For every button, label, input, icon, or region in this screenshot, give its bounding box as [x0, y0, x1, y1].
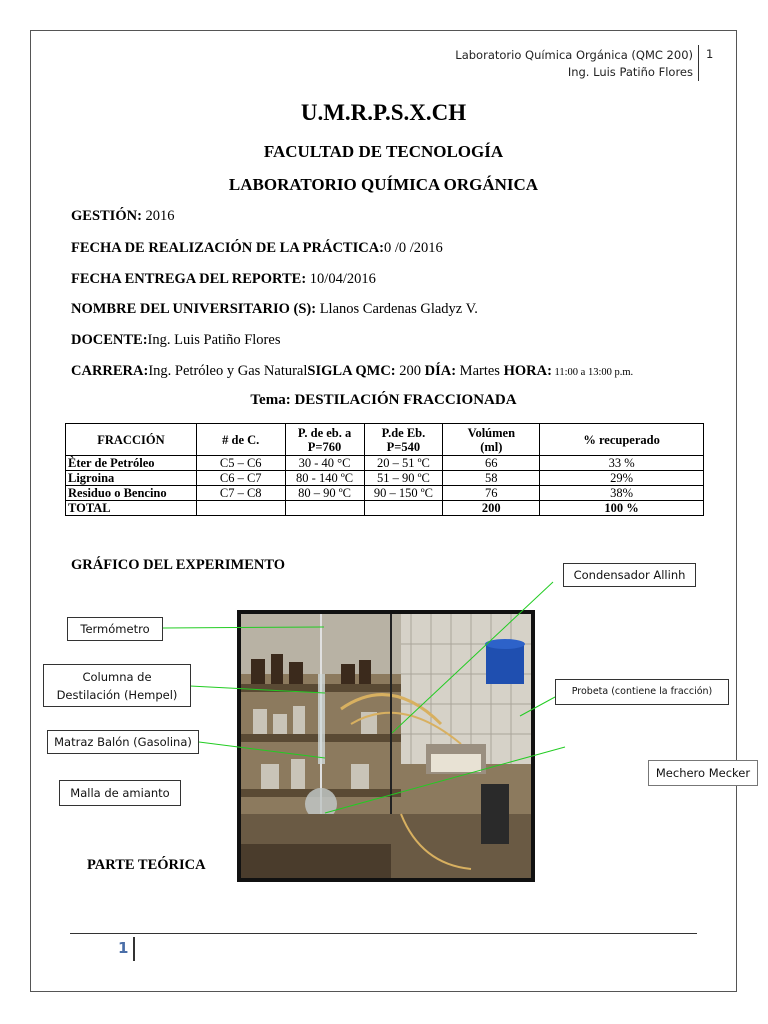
hora-value: 11:00 a 13:00 p.m.: [551, 367, 634, 378]
th-volumen-line2: (ml): [480, 439, 503, 454]
tema-title: Tema: DESTILACIÓN FRACCIONADA: [250, 392, 517, 408]
probeta-line: [520, 697, 555, 716]
carrera-value: Ing. Petróleo y Gas Natural: [148, 363, 308, 379]
callout-condensador: Condensador Allinh: [563, 563, 696, 587]
cell-peb540: 20 – 51 ºC: [364, 456, 443, 471]
callout-probeta: Probeta (contiene la fracción): [555, 679, 729, 705]
malla-line: [325, 747, 565, 813]
header-instructor: Ing. Luis Patiño Flores: [567, 65, 693, 79]
cell-total-volumen: 200: [443, 501, 540, 516]
cell-fraccion: Èter de Petróleo: [66, 456, 197, 471]
cell-peb760: 80 – 90 ºC: [285, 486, 364, 501]
docente-label: DOCENTE:: [71, 332, 148, 348]
footer-separator: [133, 937, 135, 961]
th-peb540-line1: P.de Eb.: [381, 425, 426, 440]
callout-columna-line2: Destilación (Hempel): [56, 687, 178, 702]
cell-volumen: 66: [443, 456, 540, 471]
footer-page-number: 1: [118, 939, 129, 957]
faculty-title: FACULTAD DE TECNOLOGÍA: [263, 142, 504, 161]
cell-peb540: 51 – 90 ºC: [364, 471, 443, 486]
th-peb760-line1: P. de eb. a: [297, 425, 352, 440]
cell-recuperado: 38%: [540, 486, 704, 501]
sigla-value: 200: [395, 363, 425, 379]
gestion-label: GESTIÓN:: [71, 208, 142, 224]
cell-peb760: 30 - 40 °C: [285, 456, 364, 471]
teorica-title: PARTE TEÓRICA: [87, 857, 206, 873]
fecha-entrega-value: 10/04/2016: [306, 271, 376, 287]
cell-carbonos: C6 – C7: [196, 471, 285, 486]
th-fraccion: FRACCIÓN: [66, 424, 197, 456]
cell-volumen: 58: [443, 471, 540, 486]
hora-label: HORA:: [503, 363, 552, 379]
cell-total-label: TOTAL: [66, 501, 197, 516]
th-peb540-line2: P=540: [386, 439, 421, 454]
termometro-line: [163, 627, 324, 628]
callout-malla: Malla de amianto: [59, 780, 181, 806]
cell-fraccion: Residuo o Bencino: [66, 486, 197, 501]
cell-recuperado: 33 %: [540, 456, 704, 471]
docente-value: Ing. Luis Patiño Flores: [147, 332, 281, 348]
cell-total-recuperado: 100 %: [540, 501, 704, 516]
footer-rule: [70, 933, 697, 934]
callout-columna: [43, 664, 191, 707]
callout-matraz: Matraz Balón (Gasolina): [47, 730, 199, 754]
dia-label: DÍA:: [424, 363, 457, 379]
condensador-line: [392, 582, 553, 733]
carrera-label: CARRERA:: [71, 363, 149, 379]
callout-columna-line1: Columna de: [82, 669, 152, 684]
header-page-number: 1: [706, 47, 714, 61]
header-lab-name: Laboratorio Química Orgánica (QMC 200): [455, 48, 693, 62]
cell-recuperado: 29%: [540, 471, 704, 486]
columna-line: [190, 686, 325, 693]
th-volumen-line1: Volúmen: [467, 425, 516, 440]
dia-value: Martes: [456, 363, 504, 379]
nombre-value: Llanos Cardenas Gladyz V.: [316, 301, 478, 317]
callout-termometro: Termómetro: [67, 617, 163, 641]
nombre-label: NOMBRE DEL UNIVERSITARIO (S):: [71, 301, 317, 317]
lab-title: LABORATORIO QUÍMICA ORGÁNICA: [228, 175, 539, 194]
th-carbonos: # de C.: [196, 424, 285, 456]
matraz-line: [199, 742, 325, 758]
cell-carbonos: C7 – C8: [196, 486, 285, 501]
cell-peb760: 80 - 140 ºC: [285, 471, 364, 486]
callout-mechero: Mechero Mecker: [648, 760, 758, 786]
gestion-value: 2016: [141, 208, 175, 224]
th-recuperado: % recuperado: [540, 424, 704, 456]
fecha-realizacion-label: FECHA DE REALIZACIÓN DE LA PRÁCTICA:: [71, 240, 384, 256]
sigla-label: SIGLA QMC:: [307, 363, 396, 379]
th-peb760-line2: P=760: [307, 439, 342, 454]
university-title: U.M.R.P.S.X.CH: [300, 100, 467, 125]
cell-fraccion: Ligroina: [66, 471, 197, 486]
fecha-realizacion-value: 0 /0 /2016: [384, 240, 443, 256]
cell-peb540: 90 – 150 ºC: [364, 486, 443, 501]
grafico-title: GRÁFICO DEL EXPERIMENTO: [71, 557, 286, 573]
cell-volumen: 76: [443, 486, 540, 501]
cell-carbonos: C5 – C6: [196, 456, 285, 471]
fecha-entrega-label: FECHA ENTREGA DEL REPORTE:: [71, 271, 307, 287]
